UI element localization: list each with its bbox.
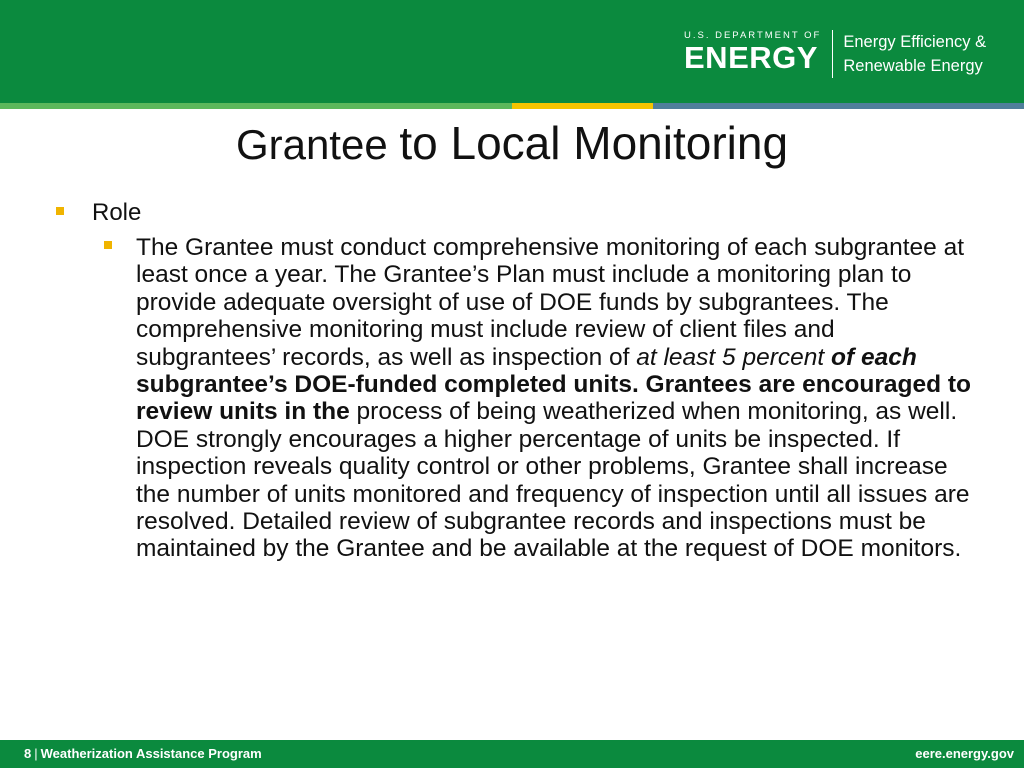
paragraph-bold-segment: subgrantee’s DOE-funded completed units. Grantees are encouraged to review units in the bbox=[136, 371, 971, 426]
footer-bar bbox=[0, 740, 1024, 768]
paragraph-segment-final: process of being weatherized when monitoring, as well. DOE strongly encourages a higher percentage of units be inspected. If inspection reveals quality control or other problems, Grantee shall increase the number of units monitored and frequency of inspection until all issues are resolved. Detailed review of subgrantee records and inspections must be maintained by the Grantee and be available at the request of DOE monitors. bbox=[136, 398, 970, 563]
bullet-square-icon bbox=[56, 207, 64, 215]
doe-eere-logo[interactable] bbox=[684, 30, 986, 80]
slide-title-part-2: to Local Monitoring bbox=[399, 117, 789, 169]
paragraph-bold-italic-of-each: of each bbox=[831, 343, 917, 371]
office-line-1: Energy Efficiency & bbox=[843, 33, 987, 51]
slide-title-part-1: Grantee bbox=[235, 121, 400, 168]
stripe-green bbox=[0, 103, 512, 109]
paragraph-italic-5-percent: at least 5 percent bbox=[636, 343, 825, 371]
department-line: U.S. DEPARTMENT OF bbox=[684, 30, 822, 41]
program-name: Weatherization Assistance Program bbox=[40, 746, 262, 761]
logo-divider bbox=[832, 30, 833, 78]
footer-separator: | bbox=[34, 746, 38, 761]
office-name bbox=[843, 30, 986, 78]
page-number: 8 bbox=[24, 746, 32, 761]
paragraph-segment-1: The Grantee must conduct comprehensive monitoring of each subgrantee at least once a year. The Grantee’s Plan must include a monitoring plan to provide adequate oversight of use of DOE funds by subgrantees. The comprehensive monitoring must include review of client files and subgrantees’ records, as well as inspection of bbox=[136, 234, 965, 371]
color-stripe bbox=[0, 103, 1024, 109]
header-bar bbox=[0, 0, 1024, 103]
energy-wordmark: ENERGY bbox=[684, 40, 818, 75]
office-line-2: Renewable Energy bbox=[843, 57, 983, 75]
bullet-role-label: Role bbox=[92, 199, 142, 226]
stripe-yellow bbox=[512, 103, 653, 109]
bullet-square-icon bbox=[104, 241, 112, 249]
footer-site-link[interactable]: eere.energy.gov bbox=[915, 746, 1014, 761]
doe-logo bbox=[684, 30, 821, 74]
paragraph-space bbox=[824, 344, 831, 371]
footer-left bbox=[24, 746, 262, 761]
slide-title bbox=[0, 113, 1024, 175]
monitoring-paragraph bbox=[136, 234, 976, 563]
stripe-blue bbox=[653, 103, 1024, 109]
